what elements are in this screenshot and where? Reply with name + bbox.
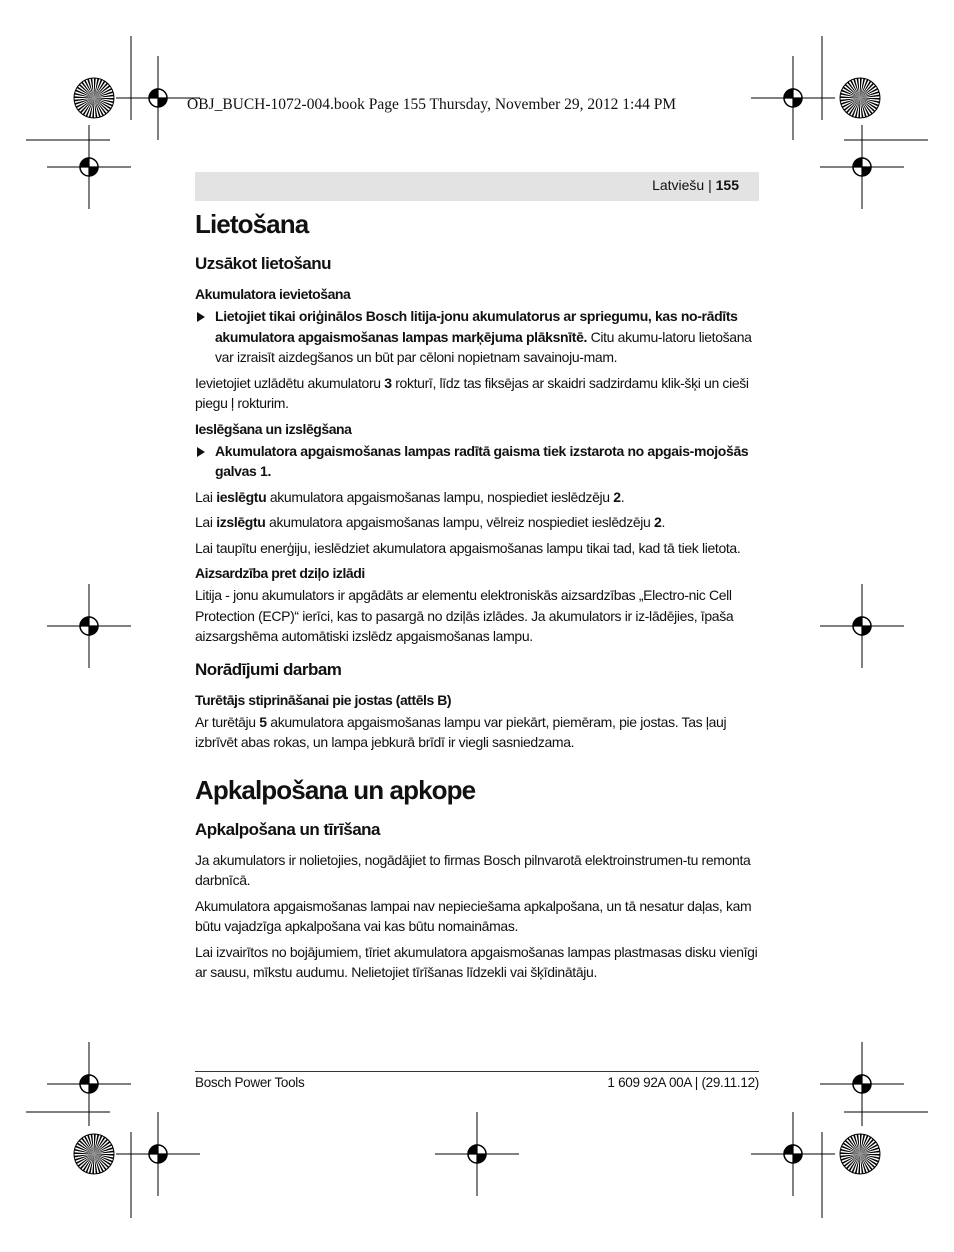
page-number: 155: [715, 177, 739, 193]
paragraph-cleaning-2: Akumulatora apgaismošanas lampai nav nepieciešama apkalpošana, un tā nesatur daļas, kam būtu vajadzīga apkalpošana vai kas būtu nomaināmas.: [195, 897, 752, 934]
text-run: Lai: [195, 514, 217, 530]
crosshair-mark-icon: [820, 1042, 904, 1126]
crosshair-mark-icon: [47, 584, 131, 668]
text-run: Lai: [195, 488, 217, 505]
text-run: .: [620, 488, 625, 505]
heading-battery-insert: Akumulatora ievietošana: [195, 286, 351, 302]
text-bold: ieslēgtu: [216, 488, 267, 505]
footer-code: 1 609 92A 00A | (29.11.12): [607, 1075, 759, 1090]
warning-bold-text: Lietojiet tikai oriģinālos Bosch litija-jonu akumulatorus ar spriegumu, kas no-rādīts akumulatora apgaismošanas lampas marķējuma plāksnītē.: [215, 308, 738, 345]
starburst-mark-icon: [840, 78, 880, 118]
page-language: Latviešu: [652, 177, 705, 193]
starburst-mark-icon: [74, 78, 114, 118]
paragraph-cleaning-3: Lai izvairītos no bojājumiem, tīriet akumulatora apgaismošanas lampas plastmasas disku vienīgi ar sausu, mīkstu audumu. Nelietojiet tīrīšanas līdzekli vai šķīdinātāju.: [195, 943, 758, 980]
crosshair-mark-icon: [47, 125, 131, 209]
document-body: [195, 207, 759, 988]
text-bold: izslēgtu: [216, 514, 266, 530]
crosshair-mark-icon: [820, 125, 904, 209]
text-run: akumulatora apgaismošanas lampu var piekārt, piemēram, pie jostas. Tas ļauj izbrīvēt abas rokas, un lampa jebkurā brīdī ir viegli sasniedzama.: [195, 713, 727, 750]
paragraph-save-energy: Lai taupītu enerģiju, ieslēdziet akumulatora apgaismošanas lampu tikai tad, kad tā tiek lietota.: [195, 539, 741, 556]
section-title-maintenance: Apkalpošana un apkope: [195, 774, 476, 805]
part-number: 3: [384, 374, 392, 391]
paragraph-deep-discharge: Litija - jonu akumulators ir apgādāts ar elementu elektroniskās aizsardzības „Electro-nic Cell Protection (ECP)“ ierīci, kas to pasargā no dziļās izlādes. Ja akumulators ir iz-lādējies, īpaša aizsargshēma automātiski izslēdz apgaismošanas lampu.: [195, 587, 734, 644]
page-header-label: [652, 177, 739, 193]
text-run: Ievietojiet uzlādētu akumulatoru: [195, 374, 385, 391]
text-run: rokturī, līdz tas fiksējas ar skaidri sadzirdamu klik-šķi un cieši piegu ļ rokturim.: [195, 374, 749, 411]
footer-brand: Bosch Power Tools: [195, 1075, 305, 1090]
crosshair-mark-icon: [435, 1112, 519, 1196]
footer-rule: [195, 1071, 759, 1072]
part-number: 2: [613, 488, 621, 505]
paragraph-switch-off: [195, 512, 759, 533]
page-header-separator: |: [708, 177, 712, 193]
part-number: 5: [259, 713, 267, 730]
text-run: .: [661, 514, 665, 530]
warning-bold-text: Akumulatora apgaismošanas lampas radītā gaisma tiek izstarota no apgais-mojošās galvas 1.: [215, 442, 749, 479]
paragraph-insert-battery: [195, 373, 759, 414]
paragraph-cleaning-1: Ja akumulators ir nolietojies, nogādājiet to firmas Bosch pilnvarotā elektroinstrumen-tu remonta darbnīcā.: [195, 851, 751, 888]
crosshair-mark-icon: [751, 1112, 835, 1196]
subsection-title-startup: Uzsākot lietošanu: [195, 254, 332, 273]
paragraph-switch-on: [195, 487, 759, 508]
subsection-title-cleaning: Apkalpošana un tīrīšana: [195, 819, 380, 839]
crosshair-mark-icon: [751, 56, 835, 140]
heading-belt-holder: Turētājs stiprināšanai pie jostas (attēls B): [195, 691, 452, 708]
print-header: OBJ_BUCH-1072-004.book Page 155 Thursday, November 29, 2012 1:44 PM: [187, 96, 677, 113]
text-run: akumulatora apgaismošanas lampu, nospiediet ieslēdzēju: [266, 488, 614, 505]
warning-normal-text: Citu akumu-latoru lietošana var izraisīt aizdegšanos un būt par cēloni nopietnam savainoju-mam.: [215, 328, 752, 365]
bullet-triangle-icon: [197, 447, 205, 457]
text-run: Ar turētāju: [195, 713, 260, 730]
page-header-bar: [195, 172, 759, 201]
crosshair-mark-icon: [116, 1112, 200, 1196]
text-run: akumulatora apgaismošanas lampu, vēlreiz nospiediet ieslēdzēju: [265, 514, 655, 530]
subsection-title-work: Norādījumi darbam: [195, 659, 342, 679]
starburst-mark-icon: [840, 1134, 880, 1174]
paragraph-belt-holder: [195, 712, 759, 753]
section-title-usage: Lietošana: [195, 209, 309, 239]
heading-deep-discharge: Aizsardzība pret dziļo izlādi: [195, 565, 365, 581]
part-number: 2: [654, 514, 662, 530]
heading-switch: Ieslēgšana un izslēgšana: [195, 420, 352, 437]
warning-bullet: [195, 441, 759, 482]
bullet-triangle-icon: [197, 312, 205, 322]
warning-bullet: [195, 306, 759, 368]
starburst-mark-icon: [74, 1134, 114, 1174]
crosshair-mark-icon: [820, 584, 904, 668]
crosshair-mark-icon: [47, 1042, 131, 1126]
